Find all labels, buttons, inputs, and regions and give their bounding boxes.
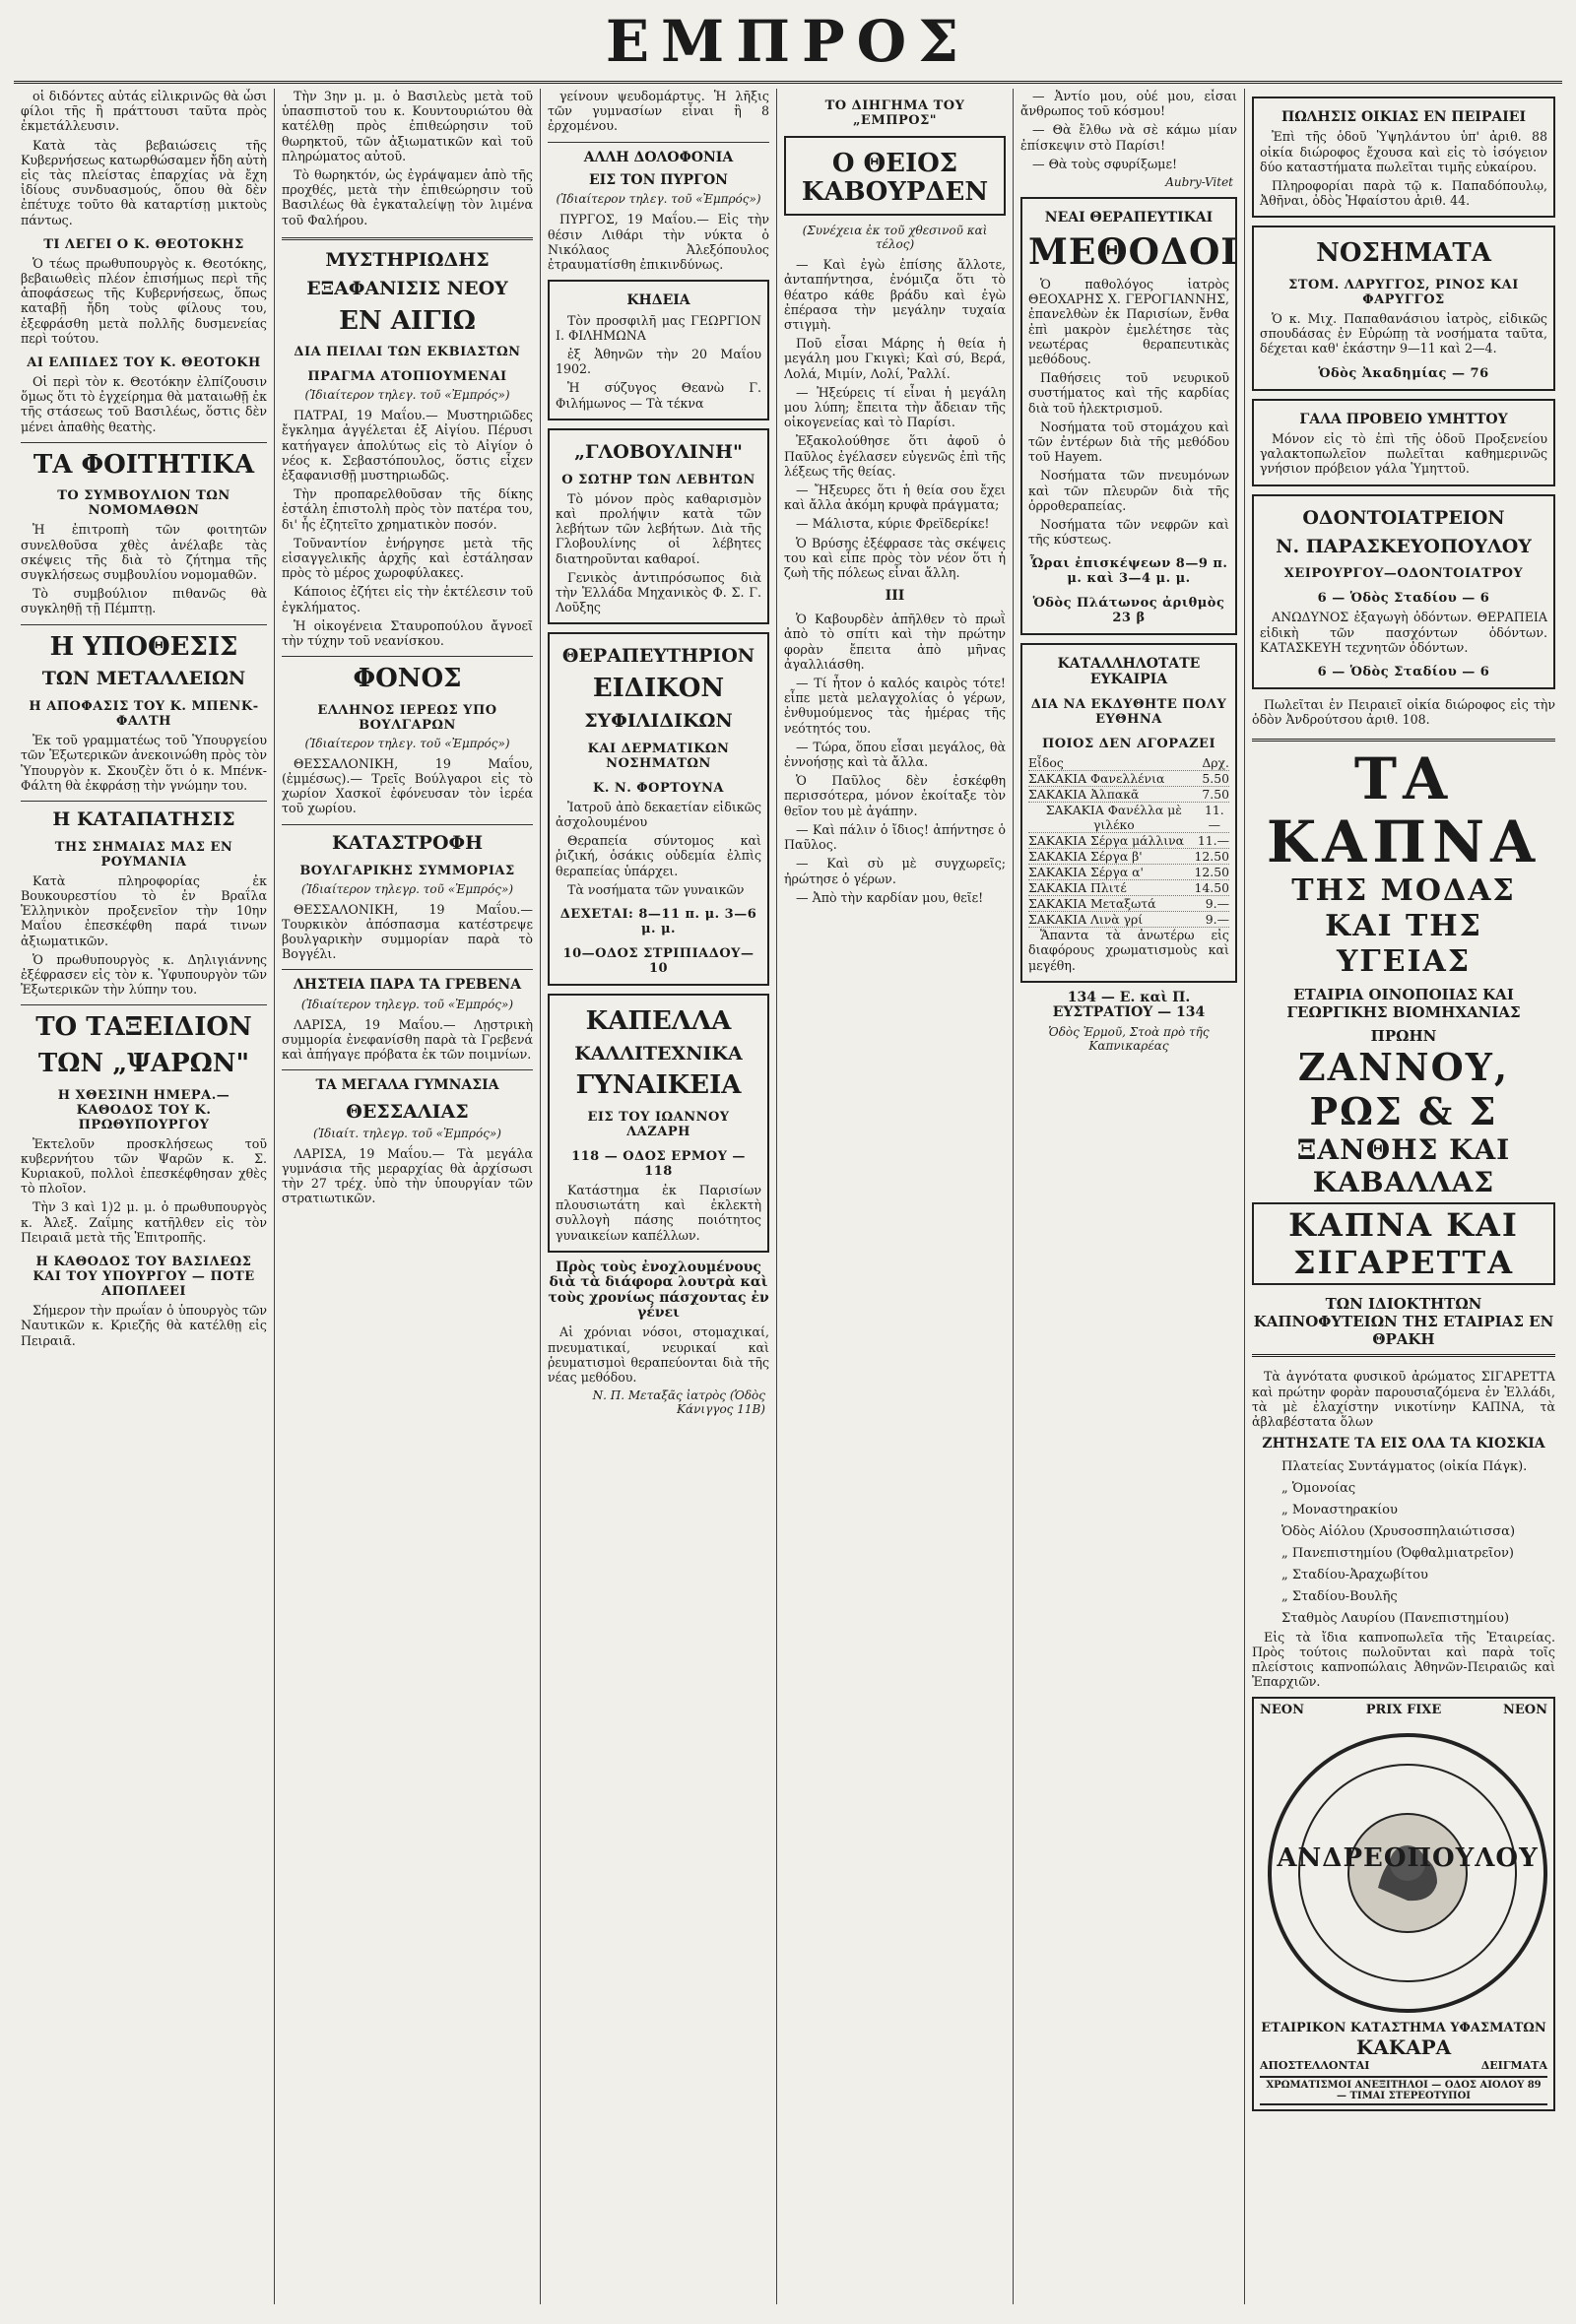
paragraph: — Καὶ σὺ μὲ συγχωρεῖς; ἠρώτησε ὁ γέρων. [784, 856, 1006, 886]
column-1 [14, 89, 275, 2304]
paragraph: Ἰατροῦ ἀπὸ δεκαετίαν εἰδικῶς ἀσχολουμένου [556, 799, 761, 829]
store-item: „ Σταδίου-Ἀραχωβίτου [1281, 1567, 1428, 1582]
hats-title: ΚΑΠΕΛΛΑ [585, 1005, 732, 1036]
price-value: 11.— [1197, 833, 1229, 849]
headline-flag: Η ΚΑΤΑΠΑΤΗΣΙΣ [52, 807, 235, 830]
dateline: (Ἰδιαίτερον τηλεγ. τοῦ «Ἐμπρός») [304, 736, 510, 750]
tobacco-owners: ΖΑΝΝΟΥ, ΡΩΣ & Σ [1297, 1045, 1510, 1134]
price-row [1028, 896, 1229, 912]
headline-students: ΤΑ ΦΟΙΤΗΤΙΚΑ [33, 449, 255, 480]
price-row [1028, 803, 1229, 833]
headline-voyage: ΤΟ ΤΑΞΕΙΔΙΟΝ [35, 1012, 252, 1043]
paragraph: Ὁ κ. Μιχ. Παπαθανάσιου ἰατρὸς, εἰδικῶς σπουδάσας ἐν Εὐρώπῃ τὰ νοσήματα ταῦτα, δέχεται καθ' ἑκάστην 9—11 καὶ 2—4. [1260, 311, 1547, 356]
column-3 [541, 89, 777, 2304]
paragraph: Τὴν προπαρελθοῦσαν τῆς δίκης ἐστάλη ἐπιστολὴ πρὸς τὸν πατέρα του, δι' ἧς ἐζητεῖτο χρηματικὸν ποσόν. [282, 486, 533, 532]
clinic-title-2: ΕΙΔΙΚΟΝ [592, 674, 725, 704]
paragraph: Πληροφορίαι παρὰ τῷ κ. Παπαδόπουλῳ, Ἀθῆναι, ὁδὸς Ἡφαίστου ἀριθ. 44. [1260, 178, 1547, 209]
headline-pyrgos-2: ΕΙΣ ΤΟΝ ΠΥΡΓΟΝ [589, 172, 728, 188]
paragraph: Νοσήματα τῶν νεφρῶν καὶ τῆς κύστεως. [1028, 517, 1229, 548]
therapy-title-2: ΜΕΘΟΔΟΙ [1028, 231, 1239, 274]
divider [282, 969, 533, 970]
dentist-address-2: 6 — Ὁδὸς Σταδίου — 6 [1317, 665, 1490, 679]
price-value: 12.50 [1194, 849, 1229, 865]
hats-ad [548, 994, 769, 1253]
paragraph: γείνουν ψευδομάρτυς. Ἡ λῆξις τῶν γυμνασίων εἶναι ἢ 8 ἐρχομένου. [548, 89, 769, 134]
price-item: ΣΑΚΑΚΙΑ Σέργα μάλλινα [1028, 833, 1185, 849]
ent-sub: ΣΤΟΜ. ΛΑΡΥΓΓΟΣ, ΡΙΝΟΣ ΚΑΙ ΦΑΡΥΓΓΟΣ [1288, 278, 1519, 307]
headline-destruction: ΚΑΤΑΣΤΡΟΦΗ [331, 831, 484, 854]
subheading: ΑΙ ΕΛΠΙΔΕΣ ΤΟΥ Κ. ΘΕΟΤΟΚΗ [27, 355, 261, 371]
price-value: 12.50 [1194, 865, 1229, 880]
subheading: ΕΛΛΗΝΟΣ ΙΕΡΕΩΣ ΥΠΟ ΒΟΥΛΓΑΡΩΝ [317, 702, 497, 733]
price-list [1028, 771, 1229, 928]
price-header-item: Εἶδος [1028, 755, 1064, 771]
price-item: ΣΑΚΑΚΙΑ Σέργα α' [1028, 865, 1144, 880]
ent-address: Ὁδὸς Ἀκαδημίας — 76 [1318, 365, 1489, 381]
story-kicker: ΤΟ ΔΙΗΓΗΜΑ ΤΟΥ „ΕΜΠΡΟΣ" [824, 98, 965, 128]
paragraph: Κατὰ τὰς βεβαιώσεις τῆς Κυβερνήσεως κατωρθώσαμεν ἤδη αὐτὴ εἰς τὰς πλείστας ἐπαρχίας νὰ ἔχη ἰδίους συνδυασμούς, ὅπου θὰ δὲν ἐπέτυχε τοῦτο θὰ καταρτίσῃ μικτοὺς πάντως. [21, 137, 267, 227]
store-item: Σταθμὸς Λαυρίου (Πανεπιστημίου) [1281, 1610, 1510, 1626]
paragraph: ΠΑΤΡΑΙ, 19 Μαΐου.— Μυστηριῶδες ἔγκλημα ἀγγέλεται ἐξ Αἰγίου. Πέρυσι κατήγαγεν ἀπολύτως εἰς τὸ Αἰγίον ὁ νέος κ. Σεβαστόπουλος, ὅστις εἶχεν ἐξαφανισθῇ μυστηριωδῶς. [282, 408, 533, 484]
paragraph: Πωλεῖται ἐν Πειραιεῖ οἰκία διώροφος εἰς τὴν ὁδὸν Ἀνδρούτσου ἀριθ. 108. [1252, 697, 1555, 728]
dateline: (Ἰδιαίτερον τηλεγρ. τοῦ «Ἐμπρός») [300, 881, 514, 896]
paragraph: Τὴν 3 καὶ 1)2 μ. μ. ὁ πρωθυπουργὸς κ. Ἀλεξ. Ζαΐμης κατῆλθεν εἰς τὸν Πειραιᾶ μετὰ τῆς Ἐπιτροπῆς. [21, 1199, 267, 1245]
clinic-title: ΘΕΡΑΠΕΥΤΗΡΙΟΝ [561, 645, 755, 668]
clinic-hours: ΔΕΧΕΤΑΙ: 8—11 π. μ. 3—6 μ. μ. [559, 906, 757, 936]
baths-heading: Πρὸς τοὺς ἐνοχλουμένους διὰ τὰ διάφορα λουτρὰ καὶ τοὺς χρονίως πάσχοντας ἐν γένει [548, 1259, 769, 1321]
paragraph: Κατὰ πληροφορίας ἐκ Βουκουρεστίου τὸ ἐν Βραΐλα Ἑλληνικὸν προξενεῖον τὴν 10ην Μαΐου ἐπεσκέφθη παρά τινων ἀξιωματικῶν. [21, 872, 267, 948]
tobacco-regions: ΞΑΝΘΗΣ ΚΑΙ ΚΑΒΑΛΛΑΣ [1296, 1133, 1511, 1199]
paragraph: ΑΝΩΔΥΝΟΣ ἐξαγωγὴ ὀδόντων. ΘΕΡΑΠΕΙΑ εἰδικὴ τῶν πασχόντων ὀδόντων. ΚΑΤΑΣΚΕΥΗ τεχνητῶν ὀδόντων. [1260, 610, 1547, 655]
paragraph: Αἱ χρόνιαι νόσοι, στομαχικαί, πνευματικαί, νευρικαί καὶ ῥευματισμοὶ θεραπεύονται διὰ τῆς νέας μεθόδου. [548, 1324, 769, 1385]
milk-ad [1252, 399, 1555, 486]
paragraph: — Ἤξευρες ὅτι ἡ θεία σου ἔχει καὶ ἄλλα ἀκόμη κρυφὰ πράγματα; [784, 483, 1006, 513]
clothes-ad [1020, 643, 1237, 982]
paragraph: Ποῦ εἶσαι Μάρης ἡ θεία ἡ μεγάλη μου Γκιγκὶ; Καὶ σύ, Βερά, Λολά, Μιμίν, Λολί, Ῥαλλί. [784, 336, 1006, 381]
store-item: „ Μοναστηρακίου [1281, 1502, 1398, 1517]
paragraph: Τὰ νοσήματα τῶν γυναικῶν [567, 881, 745, 897]
divider [21, 801, 267, 802]
column-4 [777, 89, 1014, 2304]
divider [21, 624, 267, 625]
paragraph: ΘΕΣΣΑΛΟΝΙΚΗ, 19 Μαΐου, (ἐμμέσως).— Τρεῖς Βούλγαροι εἰς τὸ χωρίον Χασκοϊ ἐφόνευσαν τὸν ἱερέα τοῦ χωρίου. [282, 755, 533, 816]
subheading: Η ΚΑΘΟΔΟΣ ΤΟΥ ΒΑΣΙΛΕΩΣ ΚΑΙ ΤΟΥ ΥΠΟΥΡΓΟΥ — ΠΟΤΕ ΑΠΟΠΛΕΕΙ [33, 1255, 255, 1300]
paragraph: Μόνον εἰς τὸ ἐπὶ τῆς ὁδοῦ Προξενείου γαλακτοπωλεῖον πωλεῖται καθημερινῶς γνήσιον πρόβειον γάλα Ὑμηττοῦ. [1260, 431, 1547, 477]
hats-title-3: ΓΥΝΑΙΚΕΙΑ [575, 1070, 742, 1101]
headline-robbery: ΛΗΣΤΕΙΑ ΠΑΡΑ ΤΑ ΓΡΕΒΕΝΑ [293, 977, 522, 994]
headline-mystery-3: ΕΝ ΑΙΓΙΩ [339, 305, 476, 336]
paragraph: — Μάλιστα, κύριε Φρεϊδερίκε! [796, 516, 990, 532]
paragraph: Τοῦναντίον ἐνήργησε μετὰ τῆς εἰσαγγελικῆς ἀρχῆς καὶ ἐστάλησαν πρὸς τὸ μέρος χωροφύλακες. [282, 535, 533, 581]
hats-title-2: ΚΑΛΛΙΤΕΧΝΙΚΑ [574, 1042, 743, 1065]
paragraph: Ἐκ τοῦ γραμματέως τοῦ Ὑπουργείου τῶν Ἐξωτερικῶν ἀνεκοινώθη πρὸς τὸν Ὑπουργὸν κ. Σκουζὲν ὅτι ὁ κ. Μπένκ-Φάλτη θὰ ἐκφράσῃ τὴν γνώμην του. [21, 733, 267, 793]
price-value: 11.— [1204, 803, 1224, 833]
seal-new-right: ΝΕΟΝ [1502, 1703, 1547, 1718]
ent-doctor-ad [1252, 226, 1555, 390]
paragraph: Τὸ μόνον πρὸς καθαρισμὸν καὶ προλήψιν κατὰ τῶν λεβήτων τῶν λεβήτων. Διὰ τῆς Γλοβουλίνης οἱ λέβητες διατηροῦνται καθαροί. [556, 490, 761, 566]
paragraph: ΘΕΣΣΑΛΟΝΙΚΗ, 19 Μαΐου.— Τουρκικὸν ἀπόσπασμα κατέστρεψε βουλγαρικὴν συμμορίαν παρὰ τὸ Βογγέλι. [282, 901, 533, 962]
paragraph: Ἐκτελοῦν προσκλήσεως τοῦ κυβερνήτου τῶν Ψαρῶν κ. Σ. Κυριακοῦ, πολλοὶ ἐπεσκέφθησαν χθὲς τὸ πλοῖον. [21, 1135, 267, 1196]
tobacco-formerly: ΠΡΩΗΝ [1370, 1027, 1437, 1046]
store-item: „ Πανεπιστημίου (Ὀφθαλμιατρεῖον) [1281, 1545, 1514, 1561]
dentist-name: Ν. ΠΑΡΑΣΚΕΥΟΠΟΥΛΟΥ [1276, 535, 1532, 557]
price-item: ΣΑΚΑΚΙΑ Πλιτέ [1028, 880, 1127, 896]
paragraph: Ἅπαντα τὰ ἀνωτέρω εἰς διαφόρους χρωματισμοὺς καὶ μεγέθη. [1028, 928, 1229, 973]
price-value: 14.50 [1194, 880, 1229, 896]
subheading: ΤΗΣ ΣΗΜΑΙΑΣ ΜΑΣ ΕΝ ΡΟΥΜΑΝΙΑ [54, 839, 233, 870]
seal-new-left: ΝΕΟΝ [1260, 1703, 1304, 1718]
dateline: (Ἰδιαίτερον τηλεγ. τοῦ «Ἐμπρός») [304, 388, 510, 403]
paragraph: Ὁ πρωθυπουργὸς κ. Δηλιγιάννης ἐξέφρασεν εἰς τὸν κ. Ὑφυπουργὸν τῶν Ἐξωτερικῶν τὴν λύπην του. [21, 951, 267, 998]
tobacco-subtitle: ΤΗΣ ΜΟΔΑΣ ΚΑΙ ΤΗΣ ΥΓΕΙΑΣ [1291, 873, 1516, 980]
headline-murder: ΦΟΝΟΣ [353, 664, 462, 694]
seal-name-2: ΚΑΚΑΡΑ [1355, 2035, 1452, 2060]
paragraph: Θεραπεία σύντομος καὶ ῥιζική, ὁσάκις οὐδεμία ἐλπὶς θεραπείας ὑπάρχει. [556, 833, 761, 878]
dentist-ad [1252, 494, 1555, 689]
dateline: (Ἰδιαίτερον τηλεγρ. τοῦ «Ἐμπρός») [300, 997, 514, 1011]
tobacco-company: ΕΤΑΙΡΙΑ ΟΙΝΟΠΟΙΙΑΣ ΚΑΙ ΓΕΩΡΓΙΚΗΣ ΒΙΟΜΗΧΑΝΙΑΣ [1286, 986, 1521, 1022]
dateline: (Ἰδιαίτερον τηλεγ. τοῦ «Ἐμπρός») [556, 192, 761, 207]
seal-prix-fixe: PRIX FIXE [1365, 1703, 1442, 1718]
store-item: „ Ὁμονοίας [1281, 1480, 1356, 1496]
seal-name: ΑΝΔΡΕΟΠΟΥΛΟΥ [1277, 1843, 1539, 1874]
paragraph: Ἡ σύζυγος Θεανὼ Γ. Φιλήμωνος — Τὰ τέκνα [556, 380, 761, 411]
paragraph: — Καὶ ἐγὼ ἐπίσης ἄλλοτε, ἀνταπήντησα, ἐνόμιζα ὅτι τὸ θέατρο κάθε βράδυ καὶ ἐγὼ ἐπέρασα τὴν μεγάλην τυχαία στιγμὴ. [784, 257, 1006, 332]
headline-mystery-2: ΕΞΑΦΑΝΙΣΙΣ ΝΕΟΥ [306, 277, 508, 299]
price-row [1028, 787, 1229, 803]
tobacco-products: ΚΑΠΝΑ ΚΑΙ ΣΙΓΑΡΕΤΤΑ [1252, 1202, 1555, 1285]
house-sale-title: ΠΩΛΗΣΙΣ ΟΙΚΙΑΣ ΕΝ ΠΕΙΡΑΙΕΙ [1280, 109, 1527, 125]
dateline: (Ἰδιαίτ. τηλεγρ. τοῦ «Ἐμπρός») [313, 1126, 501, 1140]
divider [282, 237, 533, 240]
price-value: 9.— [1205, 912, 1229, 928]
tobacco-plantations: ΤΩΝ ΙΔΙΟΚΤΗΤΩΝ ΚΑΠΝΟΦΥΤΕΙΩΝ ΤΗΣ ΕΤΑΙΡΙΑΣ ΕΝ ΘΡΑΚΗ [1253, 1295, 1554, 1349]
divider [282, 824, 533, 825]
kiosks-heading: ΖΗΤΗΣΑΤΕ ΤΑ ΕΙΣ ΟΛΑ ΤΑ ΚΙΟΣΚΙΑ [1262, 1436, 1545, 1452]
headline-mines: Η ΥΠΟΘΕΣΙΣ [49, 631, 238, 662]
clinic-doctor: Κ. Ν. ΦΟΡΤΟΥΝΑ [593, 780, 724, 796]
globulin-sub: Ο ΣΩΤΗΡ ΤΩΝ ΛΕΒΗΤΩΝ [561, 472, 755, 487]
globulin-title: „ΓΛΟΒΟΥΛΙΝΗ" [574, 440, 743, 463]
price-row [1028, 865, 1229, 880]
chapter-marker: ΙΙΙ [885, 588, 905, 605]
price-row [1028, 912, 1229, 928]
headline-pyrgos: ΑΛΛΗ ΔΟΛΟΦΟΝΙΑ [583, 149, 734, 165]
price-item: ΣΑΚΑΚΙΑ Φανέλλα μὲ γιλέκο [1045, 803, 1182, 833]
store-item: Ὁδὸς Αἰόλου (Χρυσοσπηλαιώτισσα) [1281, 1523, 1516, 1539]
clothes-title: ΚΑΤΑΛΛΗΛΟΤΑΤΕ ΕΥΚΑΙΡΙΑ [1057, 656, 1201, 687]
tobacco-ad [1252, 739, 1555, 1357]
price-item: ΣΑΚΑΚΙΑ Μεταξωτά [1028, 896, 1156, 912]
paragraph: Κατάστημα ἐκ Παρισίων πλουσιωτάτη καὶ ἐκλεκτὴ συλλογὴ πάσης ποιότητος γυναικείων καπέλλων. [556, 1183, 761, 1243]
column-2 [275, 89, 541, 2304]
paragraph: — Τώρα, ὅπου εἶσαι μεγάλος, θὰ ἐννοήσῃς καὶ τὰ ἄλλα. [784, 739, 1006, 770]
story-title-box [784, 136, 1006, 216]
price-header [1028, 755, 1229, 771]
paragraph: Εἰς τὰ ἴδια καπνοπωλεῖα τῆς Ἑταιρείας. Πρὸς τούτοις πωλοῦνται καὶ παρὰ τοῖς πλείστοις καπνοπώλαις Ἀθηνῶν-Πειραιῶς καὶ Ἐπαρχιῶν. [1252, 1629, 1555, 1690]
therapy-address: Ὁδὸς Πλάτωνος ἀριθμὸς 23 β [1032, 596, 1225, 626]
house-sale-ad [1252, 97, 1555, 218]
paragraph: Γενικὸς ἀντιπρόσωπος διὰ τὴν Ἑλλάδα Μηχανικὸς Φ. Σ. Γ. Λοῦξης [556, 569, 761, 615]
subheading: Η ΧΘΕΣΙΝΗ ΗΜΕΡΑ.—ΚΑΘΟΔΟΣ ΤΟΥ Κ. ΠΡΩΘΥΠΟΥΡΓΟΥ [57, 1087, 230, 1132]
dentist-sub: ΧΕΙΡΟΥΡΓΟΥ—ΟΔΟΝΤΟΙΑΤΡΟΥ [1283, 566, 1524, 582]
paragraph: Τὴν 3ην μ. μ. ὁ Βασιλεὺς μετὰ τοῦ ὑπασπιστοῦ του κ. Κουντουριώτου θὰ κατέλθῃ πρὸς ἐπιθεώρησιν τοῦ θωρηκτοῦ, τῶν ἀξιωματικῶν καὶ τοῦ πληρώματος αὐτοῦ. [282, 89, 533, 163]
clinic-sub: ΚΑΙ ΔΕΡΜΑΤΙΚΩΝ ΝΟΣΗΜΑΤΩΝ [587, 741, 730, 771]
subheading: ΤΟ ΣΥΜΒΟΥΛΙΟΝ ΤΩΝ ΝΟΜΟΜΑΘΩΝ [57, 488, 230, 519]
price-row [1028, 771, 1229, 787]
divider [21, 1004, 267, 1005]
paragraph: Ὁ Παῦλος δὲν ἐσκέφθη περισσότερα, μόνον ἐκοίταξε τὸν θεῖον του μὲ ἀγάπην. [784, 773, 1006, 818]
dentist-address: 6 — Ὁδὸς Σταδίου — 6 [1317, 591, 1490, 607]
price-item: ΣΑΚΑΚΙΑ Ἀλπακᾶ [1028, 787, 1140, 803]
paragraph: Τὸ συμβούλιον πιθανῶς θὰ συγκληθῇ τῇ Πέμπτῃ. [21, 586, 267, 616]
masthead [0, 0, 1576, 89]
seal-ring-text: ΕΤΑΙΡΙΚΟΝ ΚΑΤΑΣΤΗΜΑ ΥΦΑΣΜΑΤΩΝ [1261, 2021, 1546, 2036]
paragraph: Ἡ ἐπιτροπὴ τῶν φοιτητῶν συνελθοῦσα χθὲς ἀνέλαβε τὰς σκέψεις τῆς διὰ τὸ ζήτημα τῆς συγκλήσεως συμβουλίου νομομαθῶν. [21, 522, 267, 583]
price-header-value: Δρχ. [1202, 755, 1229, 771]
column-6 [1245, 89, 1562, 2304]
headline-mines-2: ΤΩΝ ΜΕΤΑΛΛΕΙΩΝ [41, 668, 246, 690]
paragraph: Νοσήματα τοῦ στομάχου καὶ τῶν ἐντέρων διὰ τῆς μεθόδου τοῦ Hayem. [1028, 419, 1229, 465]
paragraph: Ὁ Καβουρδὲν ἀπῆλθεν τὸ πρωῒ ἀπὸ τὸ σπίτι καὶ τὴν πρώτην φορὰν ἔπειτα ἀπὸ μῆνας ἀγαλλιάσθη. [784, 612, 1006, 672]
subheading: ΠΡΑΓΜΑ ΑΤΟΠΙΟΥΜΕΝΑΙ [307, 369, 507, 385]
paragraph: Τὰ ἀγνότατα φυσικοῦ ἀρώματος ΣΙΓΑΡΕΤΤΑ καὶ πρώτην φορὰν παρουσιαζόμενα ἐν Ἑλλάδι, τὰ μὲ ἐλαχίστην νικοτίνην ΚΑΠΝΑ, τὰ ἀβλαβέστατα ὅλων [1252, 1369, 1555, 1430]
clinic-address: 10—ΟΔΟΣ ΣΤΡΙΠΙΑΔΟΥ—10 [562, 945, 755, 976]
price-row [1028, 849, 1229, 865]
paragraph: οἱ διδόντες αὐτάς εἰλικρινῶς θὰ ὦσι φίλοι τῆς ἢ πράττουσι ταῦτα πρὸς ἐκμετάλλευσιν. [21, 89, 267, 134]
price-item: ΣΑΚΑΚΙΑ Φανελλένια [1028, 771, 1165, 787]
paragraph: Νοσήματα τῶν πνευμόνων καὶ τῶν πλευρῶν διὰ τῆς ὁρροθεραπείας. [1028, 468, 1229, 513]
paragraph: — Θὰ τοὺς σφυρίξωμε! [1032, 156, 1178, 171]
clinic-ad [548, 632, 769, 986]
seal-left-text: ΑΠΟΣΤΕΛΛΟΝΤΑΙ [1260, 2059, 1370, 2073]
paragraph: — Ἀπὸ τὴν καρδίαν μου, θεῖε! [796, 889, 984, 905]
therapy-ad [1020, 197, 1237, 635]
funeral-heading: ΚΗΔΕΙΑ [626, 292, 690, 309]
globulin-ad [548, 428, 769, 625]
divider [282, 656, 533, 657]
paragraph: — Ἠξεύρεις τί εἶναι ἡ μεγάλη μου λύπη; ἔπειτα τὴν ἄδειαν τῆς οἰκογενείας καὶ τὸ Παρίσι. [784, 384, 1006, 430]
price-value: 9.— [1205, 896, 1229, 912]
store-list [1252, 1456, 1555, 1630]
masthead-rule [14, 81, 1562, 84]
headline-mystery: ΜΥΣΤΗΡΙΩΔΗΣ [325, 248, 490, 271]
paragraph: ΛΑΡΙΣΑ, 19 Μαΐου.— Λῃστρικὴ συμμορία ἐνεφανίσθη παρὰ τὰ Γρεβενά καὶ ἀπήγαγε πρόβατα ἐκ τῶν ποιμνίων. [282, 1016, 533, 1063]
paragraph: Σήμερον τὴν πρωΐαν ὁ ὑπουργὸς τῶν Ναυτικῶν κ. Κριεζῆς θὰ κατέλθῃ εἰς Πειραιᾶ. [21, 1303, 267, 1348]
hats-address: 118 — ΟΔΟΣ ΕΡΜΟΥ — 118 [571, 1149, 746, 1179]
newspaper-title: ΕΜΠΡΟΣ [605, 8, 971, 75]
price-item: ΣΑΚΑΚΙΑ Σέργα β' [1028, 849, 1143, 865]
headline-exercises: ΤΑ ΜΕΓΑΛΑ ΓΥΜΝΑΣΙΑ [315, 1077, 499, 1094]
price-row [1028, 833, 1229, 849]
milk-title: ΓΑΛΑ ΠΡΟΒΕΙΟ ΥΜΗΤΤΟΥ [1299, 411, 1508, 427]
paragraph: Παθήσεις τοῦ νευρικοῦ συστήματος καὶ τῆς καρδίας διὰ τοῦ ἠλεκτρισμοῦ. [1028, 370, 1229, 416]
lion-seal-icon [1260, 1725, 1555, 2021]
therapy-hours: Ὧραι ἐπισκέψεων 8—9 π. μ. καὶ 3—4 μ. μ. [1029, 556, 1228, 587]
paragraph: ΠΥΡΓΟΣ, 19 Μαΐου.— Εἰς τὴν θέσιν Λιθάρι τὴν νύκτα ὁ Νικόλαος Ἀλεξόπουλος ἐτραυματίσθη ἐπικινδύνως. [548, 212, 769, 272]
divider [21, 442, 267, 443]
paragraph: ΛΑΡΙΣΑ, 19 Μαΐου.— Τὰ μεγάλα γυμνάσια τῆς μεραρχίας θὰ ἀρχίσωσι τὴν 27 τρέχ. ὑπὸ τὴν ὑπουργίαν τῶν στρατιωτικῶν. [282, 1145, 533, 1206]
seal-emblem [1260, 1725, 1555, 2021]
paragraph: Ὁ τέως πρωθυπουργὸς κ. Θεοτόκης, βεβαιωθεὶς πλέον ἐπισήμως περὶ τῆς ἀποφάσεως τῆς Κυβερνήσεως, ὅπως καταβῇ ἤδη τοὺς φίλους του, ἐξεφράσθη μετὰ πολλῆς δυσμενείας περὶ τούτου. [21, 255, 267, 346]
ent-title: ΝΟΣΗΜΑΤΑ [1316, 238, 1491, 269]
paragraph: Ἡ οἰκογένεια Σταυροπούλου ἄγνοεῖ τὴν τύχην τοῦ νεανίσκου. [282, 617, 533, 649]
paragraph: Κάποιος ἐζήτει εἰς τὴν ἐκτέλεσιν τοῦ ἐγκλήματος. [282, 584, 533, 614]
price-item: ΣΑΚΑΚΙΑ Λινὰ γρί [1028, 912, 1144, 928]
clothes-title-2: ΔΙΑ ΝΑ ΕΚΔΥΘΗΤΕ ΠΟΛΥ ΕΥΘΗΝΑ [1030, 697, 1227, 728]
divider [282, 1069, 533, 1070]
store-item: „ Σταδίου-Βουλῆς [1281, 1588, 1398, 1604]
subheading: ΒΟΥΛΓΑΡΙΚΗΣ ΣΥΜΜΟΡΙΑΣ [299, 863, 515, 878]
paragraph: Τὸ θωρηκτόν, ὡς ἐγράψαμεν ἀπὸ τῆς προχθές, μετὰ τὴν ἐπιθεώρησιν τοῦ Βασιλέως θὰ ἐγκαταλείψῃ τὸν λιμένα τοῦ Φαλήρου. [282, 167, 533, 227]
paragraph: ἐξ Ἀθηνῶν τὴν 20 Μαΐου 1902. [556, 347, 761, 377]
paragraph: — Τί ἦτον ὁ καλός καιρὸς τότε! εἶπε μετὰ μελαγχολίας ὁ γέρων, ἐνθυμούμενος τὰς ἡμέρας τῆς νεότητός του. [784, 676, 1006, 736]
clothes-title-3: ΠΟΙΟΣ ΔΕΝ ΑΓΟΡΑΖΕΙ [1041, 737, 1216, 752]
headline-exercises-2: ΘΕΣΣΑΛΙΑΣ [346, 1100, 469, 1123]
seal-footer: ΧΡΩΜΑΤΙΣΜΟΙ ΑΝΕΞΙΤΗΛΟΙ — ΟΔΟΣ ΑΙΟΛΟΥ 89 — ΤΙΜΑΙ ΣΤΕΡΕΟΤΥΠΟΙ [1260, 2076, 1547, 2105]
author-signature: Aubry-Vitet [1165, 175, 1233, 190]
signature: Ν. Π. Μεταξᾶς ἰατρὸς (Ὁδὸς Κάνιγγος 11Β) [592, 1388, 765, 1417]
headline-voyage-2: ΤΩΝ „ΨΑΡΩΝ" [37, 1049, 250, 1079]
paragraph: — Θὰ ἔλθω νὰ σὲ κάμω μίαν ἐπίσκεψιν στὸ Παρίσι! [1020, 122, 1237, 153]
paragraph: Ἐξακολούθησε ὅτι ἀφοῦ ὁ Παῦλος ἐγέλασεν εὐγενῶς ἐπὶ τῆς λέξεως τῆς θείας. [784, 433, 1006, 479]
store-item: Πλατείας Συντάγματος (οἰκία Πάγκ). [1281, 1458, 1528, 1474]
hats-shop: ΕΙΣ ΤΟΥ ΙΩΑΝΝΟΥ ΛΑΖΑΡΗ [587, 1110, 730, 1139]
price-value: 7.50 [1202, 787, 1229, 803]
paragraph: Οἱ περὶ τὸν κ. Θεοτόκην ἐλπίζουσιν ὅμως ὅτι τὸ ἐγχείρημα θὰ ματαιωθῇ ἐκ τῆς στάσεως τοῦ Βασιλέως, ὅστις δὲν μένει ἀπαθὴς θεατὴς. [21, 374, 267, 434]
seal-right-text: ΔΕΙΓΜΑΤΑ [1480, 2059, 1547, 2073]
divider [548, 142, 769, 143]
funeral-notice [548, 280, 769, 420]
dentist-title: ΟΔΟΝΤΟΙΑΤΡΕΙΟΝ [1302, 506, 1505, 529]
fabric-store-ad [1252, 1697, 1555, 2111]
columns [14, 89, 1562, 2304]
paragraph: Ὁ Βρύσης ἐξέφρασε τὰς σκέψεις του καὶ εἶπε πρὸς τὸν νέον ὅτι ἡ ζωὴ τῆς πόλεως εἶναι ἄλλη. [784, 535, 1006, 581]
story-continued: (Συνέχεια ἐκ τοῦ χθεσινοῦ καὶ τέλος) [802, 224, 988, 252]
price-value: 5.50 [1202, 771, 1229, 787]
tobacco-title: ΤΑ ΚΑΠΝΑ [1266, 745, 1542, 876]
column-5 [1014, 89, 1245, 2304]
subheading: ΔΙΑ ΠΕΙΛΑΙ ΤΩΝ ΕΚΒΙΑΣΤΩΝ [294, 345, 521, 360]
subheading: ΤΙ ΛΕΓΕΙ Ο Κ. ΘΕΟΤΟΚΗΣ [43, 236, 244, 252]
clinic-title-3: ΣΥΦΙΛΙΔΙΚΩΝ [584, 709, 733, 732]
clothes-address: Ὁδὸς Ἑρμοῦ, Στοὰ πρὸ τῆς Καπνικαρέας [1048, 1024, 1210, 1053]
price-row [1028, 880, 1229, 896]
paragraph: Ὁ παθολόγος ἰατρὸς ΘΕΟΧΑΡΗΣ Χ. ΓΕΡΟΓΙΑΝΝΗΣ, ἐπανελθὼν ἐκ Παρισίων, ἔνθα ἐπὶ μακρὸν ἐμελέτησε τὰς νεωτέρας θεραπευτικὰς μεθόδους. [1028, 277, 1229, 367]
therapy-title: ΝΕΑΙ ΘΕΡΑΠΕΥΤΙΚΑΙ [1044, 210, 1214, 226]
clothes-shop: 134 — Ε. καὶ Π. ΕΥΣΤΡΑΤΙΟΥ — 134 [1052, 989, 1206, 1021]
paragraph: Τὸν προσφιλῆ μας ΓΕΩΡΓΙΟΝ Ι. ΦΙΛΗΜΩΝΑ [556, 312, 761, 343]
subheading: Η ΑΠΟΦΑΣΙΣ ΤΟΥ Κ. ΜΠΕΝΚ-ΦΑΛΤΗ [29, 699, 259, 730]
paragraph: Ἐπὶ τῆς ὁδοῦ Ὑψηλάντου ὑπ' ἀριθ. 88 οἰκία διώροφος ἔχουσα καὶ εἰς τὸ ἰσόγειον δύο καταστήματα πωλεῖται τιμῆς εὐκαίρου. [1260, 129, 1547, 174]
paragraph: — Ἀντίο μου, οὐέ μου, εἶσαι ἄνθρωπος τοῦ κόσμου! [1020, 89, 1237, 119]
paragraph: — Καὶ πάλιν ὁ ἴδιος! ἀπήντησε ὁ Παῦλος. [784, 821, 1006, 853]
story-title: Ο ΘΕΙΟΣ ΚΑΒΟΥΡΔΕΝ [801, 149, 989, 207]
